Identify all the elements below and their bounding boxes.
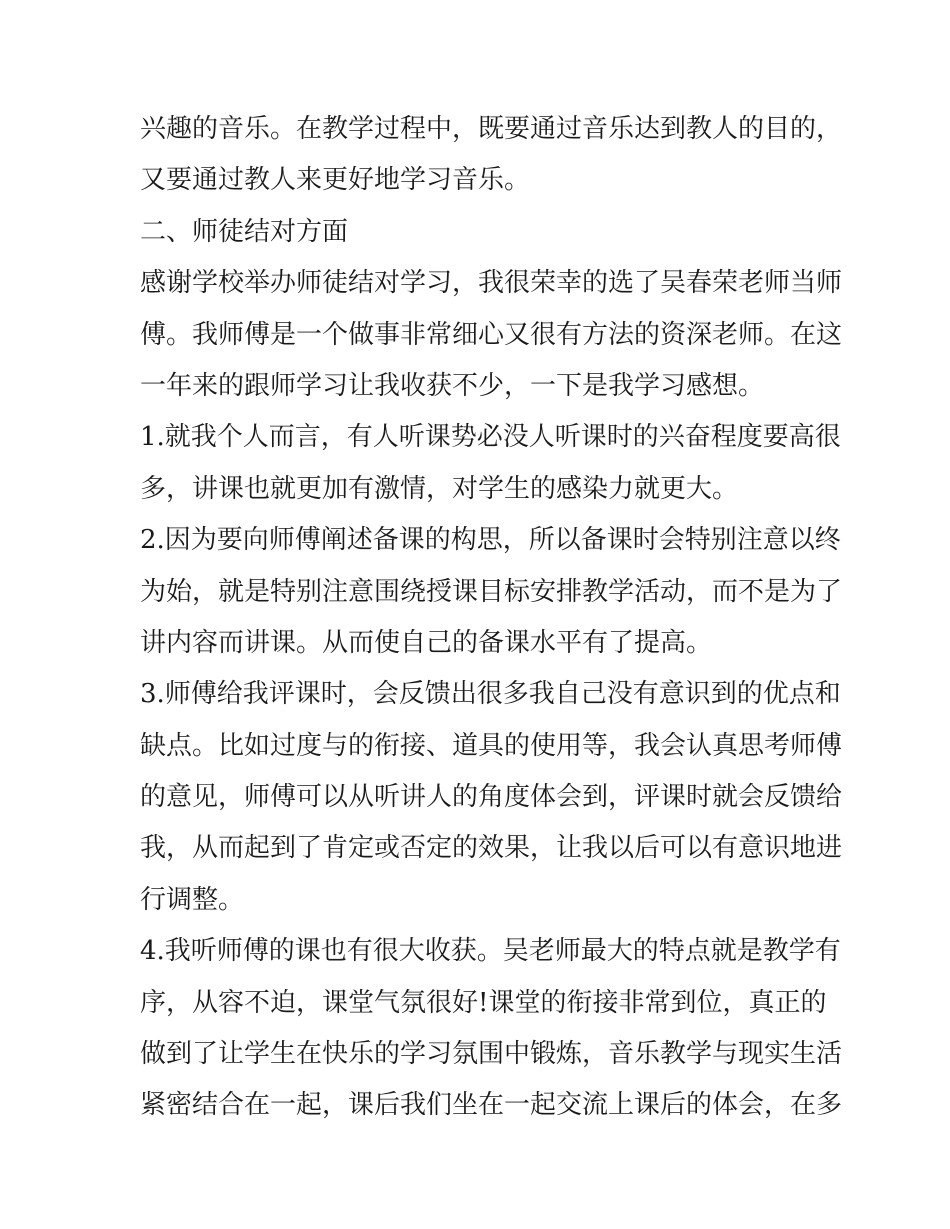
text-line: 序，从容不迫，课堂气氛很好!课堂的衔接非常到位，真正的	[140, 987, 827, 1018]
text-line: 又要通过教人来更好地学习音乐。	[140, 165, 531, 196]
text-line: 我，从而起到了肯定或否定的效果，让我以后可以有意识地进	[140, 833, 843, 864]
section-heading: 二、师徒结对方面	[140, 216, 349, 247]
body-text	[140, 104, 843, 1132]
text-line: 感谢学校举办师徒结对学习，我很荣幸的选了吴春荣老师当师	[140, 268, 843, 299]
text-line: 2.因为要向师傅阐述备课的构思，所以备课时会特别注意以终	[140, 525, 841, 556]
text-line: 多，讲课也就更加有激情，对学生的感染力就更大。	[140, 473, 739, 504]
text-line: 的意见，师傅可以从听讲人的角度体会到，评课时就会反馈给	[140, 782, 843, 813]
text-line: 1.就我个人而言，有人听课势必没人听课时的兴奋程度要高很	[140, 422, 841, 453]
text-line: 兴趣的音乐。在教学过程中，既要通过音乐达到教人的目的，	[140, 114, 843, 144]
text-line: 一年来的跟师学习让我收获不少，一下是我学习感想。	[140, 370, 765, 401]
text-line: 做到了让学生在快乐的学习氛围中锻炼，音乐教学与现实生活	[140, 1039, 843, 1070]
text-line: 缺点。比如过度与的衔接、道具的使用等，我会认真思考师傅	[140, 730, 843, 761]
text-line: 傅。我师傅是一个做事非常细心又很有方法的资深老师。在这	[140, 319, 843, 350]
text-line: 4.我听师傅的课也有很大收获。吴老师最大的特点就是教学有	[140, 936, 841, 967]
text-line: 3.师傅给我评课时，会反馈出很多我自己没有意识到的优点和	[140, 679, 841, 710]
text-line: 行调整。	[140, 884, 245, 915]
text-line: 为始，就是特别注意围绕授课目标安排教学活动，而不是为了	[140, 576, 843, 607]
text-line: 紧密结合在一起，课后我们坐在一起交流上课后的体会，在多	[140, 1090, 843, 1121]
text-line: 讲内容而讲课。从而使自己的备课水平有了提高。	[140, 627, 713, 658]
